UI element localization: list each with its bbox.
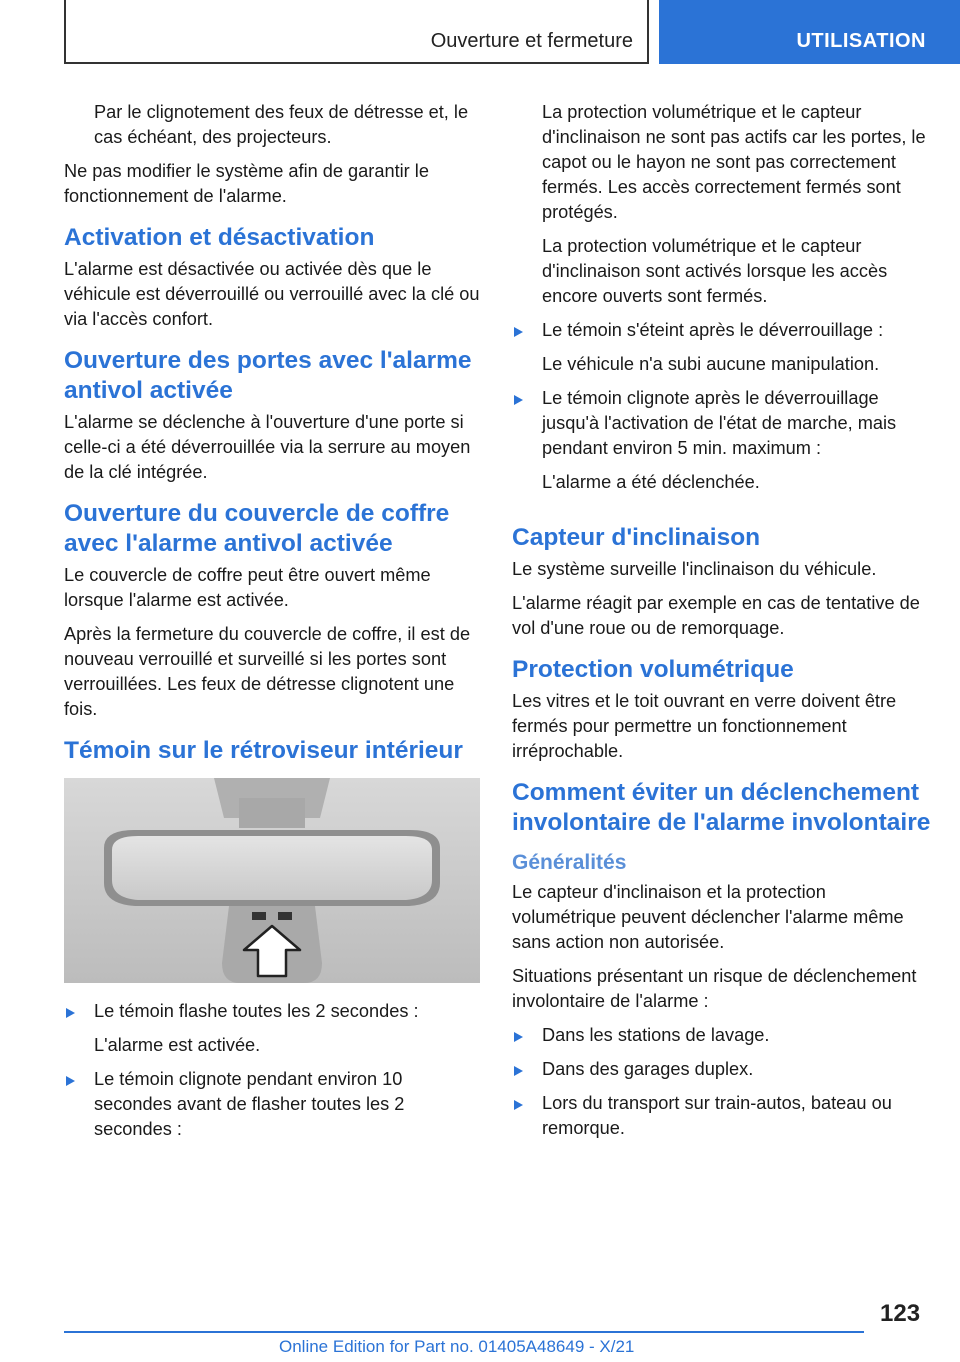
paragraph: Le système surveille l'inclinaison du véhicule. — [512, 559, 877, 579]
list-item-detail: L'alarme est activée. — [94, 1035, 261, 1055]
list-item: Le témoin clignote pendant environ 10 secondes avant de flasher toutes les 2 secondes : — [64, 1067, 482, 1142]
heading-eviter: Comment éviter un déclenchement involontaire de l'alarme involontaire — [512, 779, 931, 836]
left-column — [64, 100, 482, 1151]
temoin-list — [64, 999, 482, 1024]
temoin-list-4 — [512, 386, 932, 461]
paragraph: La protection volumétrique et le capteur d'inclinaison sont activés lorsque les accès encore ouverts sont fermés. — [542, 236, 888, 306]
list-item: Le témoin s'éteint après le déverrouillage : — [512, 318, 932, 343]
footer-edition: Online Edition for Part no. 01405A48649 - X/21 — [279, 1337, 635, 1356]
paragraph: L'alarme réagit par exemple en cas de tentative de vol d'une roue ou de remorquage. — [512, 593, 920, 638]
paragraph: L'alarme est désactivée ou activée dès que le véhicule est déverrouillé ou verrouillé avec la clé ou via l'accès confort. — [64, 259, 480, 329]
list-item: Dans des garages duplex. — [512, 1057, 932, 1082]
situations-list — [512, 1023, 932, 1141]
paragraph: La protection volumétrique et le capteur d'inclinaison ne sont pas actifs car les portes, le capot ou le hayon ne sont pas correctement fermés. Les accès correctement fermés sont protégés. — [542, 102, 926, 222]
temoin-list-2 — [64, 1067, 482, 1142]
heading-coffre: Ouverture du couvercle de coffre avec l'alarme antivol activée — [64, 500, 450, 557]
section-title: Ouverture et fermeture — [430, 30, 633, 52]
header-tab — [659, 0, 960, 64]
footer-divider — [64, 1331, 864, 1333]
page-number: 123 — [880, 1300, 921, 1327]
heading-capteur: Capteur d'inclinaison — [512, 524, 761, 551]
paragraph: Situations présentant un risque de déclenchement involontaire de l'alarme : — [512, 966, 917, 1011]
paragraph: Après la fermeture du couvercle de coffre, il est de nouveau verrouillé et surveillé si les portes sont verrouillées. Les feux de détresse clignotent une fois. — [64, 624, 471, 719]
right-column — [512, 100, 932, 1150]
list-item-detail: L'alarme a été déclenchée. — [542, 472, 760, 492]
list-item-detail: Le véhicule n'a subi aucune manipulation. — [542, 354, 880, 374]
temoin-list-3 — [512, 318, 932, 343]
header-left-box — [64, 0, 649, 64]
header-tab-label: UTILISATION — [796, 30, 926, 52]
heading-protection: Protection volumétrique — [512, 656, 794, 683]
paragraph: Par le clignotement des feux de détresse et, le cas échéant, des projecteurs. — [94, 102, 469, 147]
paragraph: Les vitres et le toit ouvrant en verre doivent être fermés pour permettre un fonctionnement irréprochable. — [512, 691, 897, 761]
heading-activation: Activation et désactivation — [64, 224, 375, 251]
rearview-mirror-image — [64, 778, 480, 983]
list-item: Le témoin flashe toutes les 2 secondes : — [64, 999, 482, 1024]
heading-portes: Ouverture des portes avec l'alarme antivol activée — [64, 347, 472, 404]
heading-generalites: Généralités — [512, 851, 627, 874]
paragraph: L'alarme se déclenche à l'ouverture d'une porte si celle-ci a été déverrouillée via la serrure au moyen de la clé intégrée. — [64, 412, 471, 482]
list-item: Lors du transport sur train-autos, bateau ou remorque. — [512, 1091, 932, 1141]
list-item: Le témoin clignote après le déverrouillage jusqu'à l'activation de l'état de marche, mais pendant environ 5 min. maximum : — [512, 386, 932, 461]
heading-temoin: Témoin sur le rétroviseur intérieur — [64, 737, 463, 764]
paragraph: Ne pas modifier le système afin de garantir le fonctionnement de l'alarme. — [64, 161, 429, 206]
paragraph: Le capteur d'inclinaison et la protection volumétrique peuvent déclencher l'alarme même sans action non autorisée. — [512, 882, 904, 952]
paragraph: Le couvercle de coffre peut être ouvert même lorsque l'alarme est activée. — [64, 565, 431, 610]
list-item: Dans les stations de lavage. — [512, 1023, 932, 1048]
